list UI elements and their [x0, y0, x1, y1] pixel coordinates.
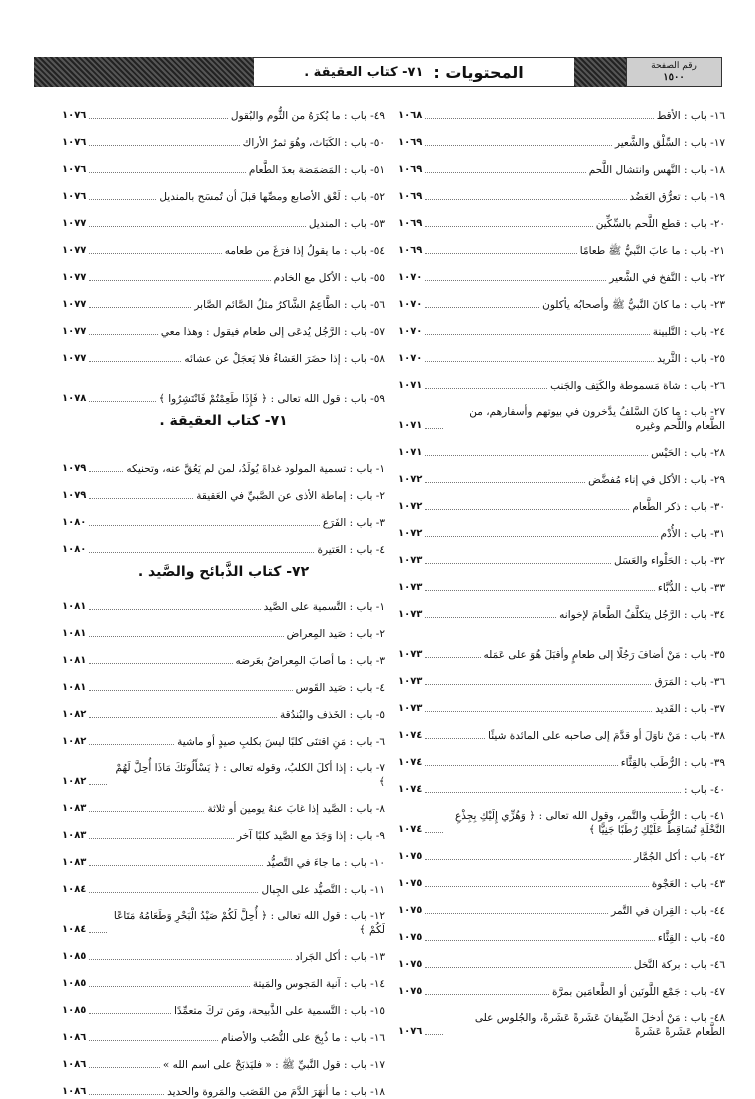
leader-dots — [425, 563, 611, 564]
leader-dots — [425, 832, 443, 833]
toc-entry[interactable] — [62, 150, 385, 177]
header-title-box — [254, 57, 574, 87]
leader-dots — [89, 307, 191, 308]
toc-entry-title: ٣٨- باب : مَنْ ناوَلَ أو قدَّمَ إلى صاحبه على المائدة شيئًا — [488, 730, 725, 742]
leader-dots — [89, 932, 107, 933]
toc-entry-title: ٤- باب : صَيد القَوس — [295, 682, 385, 694]
toc-entry-page: ١٠٧٨ — [62, 393, 87, 404]
toc-entry[interactable] — [62, 204, 385, 231]
toc-entry-title: ٣٠- باب : ذكر الطَّعام — [632, 501, 725, 513]
toc-entry-title: ٤٠- باب : — [683, 784, 725, 796]
page-number-box — [626, 57, 722, 87]
toc-entry-page: ١٠٧٩ — [62, 490, 87, 501]
toc-entry-page: ١٠٨٢ — [62, 736, 87, 747]
leader-dots — [425, 145, 612, 146]
toc-entry[interactable] — [398, 487, 725, 514]
leader-dots — [89, 784, 107, 785]
toc-entry-page: ١٠٧٠ — [398, 326, 423, 337]
toc-entry-page: ١٠٧٧ — [62, 218, 87, 229]
toc-entry[interactable] — [398, 568, 725, 595]
toc-entry-page: ١٠٨١ — [62, 628, 87, 639]
toc-entry[interactable] — [62, 285, 385, 312]
toc-entry[interactable] — [398, 662, 725, 689]
toc-entry-title: ٥٩- باب : قول الله تعالى : ﴿ فَإِذَا طَعِمْتُمْ فَانْتَشِرُوا ﴾ — [158, 393, 385, 405]
toc-entry-page: ١٠٧٤ — [398, 757, 423, 768]
leader-dots — [89, 1013, 171, 1014]
toc-entry-title: ٣٢- باب : الحَلْواء والعَسَل — [614, 555, 725, 567]
leader-dots — [89, 334, 157, 335]
toc-entry-page: ١٠٧٥ — [398, 878, 423, 889]
toc-entry-page: ١٠٨٢ — [62, 709, 87, 720]
toc-entry[interactable] — [62, 937, 385, 964]
toc-entry-title: ٣٤- باب : الرَّجُل يتكلَّفُ الطَّعامَ لإخوانه — [559, 609, 725, 621]
toc-entry[interactable] — [62, 231, 385, 258]
toc-entry[interactable] — [62, 96, 385, 123]
leader-dots — [89, 552, 314, 553]
toc-entry-title: ٩- باب : إذا وَجَدَ مع الصَّيد كلبًا آخر — [236, 830, 385, 842]
leader-dots — [89, 811, 204, 812]
toc-entry[interactable] — [398, 770, 725, 797]
toc-entry-title: ١٦- باب : ما ذُبِحَ على النُّصُب والأصنام — [221, 1032, 385, 1044]
header-bar — [34, 57, 722, 87]
toc-entry-page: ١٠٧٧ — [62, 299, 87, 310]
toc-entry-title: ٥- باب : الخَذف والبُندُقة — [279, 709, 385, 721]
header-subtitle: ٧١- كتاب العقيقة . — [304, 64, 424, 80]
toc-entry-title: ٢٦- باب : شاة مَسموطة والكَتِف والجَنب — [550, 380, 725, 392]
toc-entry[interactable] — [398, 514, 725, 541]
toc-entry-title: ٢- باب : صَيد المِعراض — [286, 628, 385, 640]
toc-entry[interactable] — [398, 285, 725, 312]
toc-group-c — [62, 587, 385, 1099]
toc-entry-title: ١٥- باب : التَّسمية على الذَّبيحة، ومَن تركَ متعمِّدًا — [173, 1005, 385, 1017]
leader-dots — [425, 199, 626, 200]
leader-dots — [89, 986, 249, 987]
header-decoration-right — [574, 57, 626, 87]
toc-entry-title: ٤٢- باب : أكل الجُمَّار — [634, 851, 725, 863]
page-label: رقم الصفحة — [651, 61, 697, 71]
toc-entry[interactable] — [398, 864, 725, 891]
toc-entry[interactable] — [398, 541, 725, 568]
toc-entry-page: ١٠٨٦ — [62, 1086, 87, 1097]
toc-entry-page: ١٠٨٦ — [62, 1032, 87, 1043]
toc-entry-title: ١٨- باب : ما أنهَرَ الدَّمَ من القَصَب والمَروة والحديد — [167, 1086, 385, 1098]
leader-dots — [425, 765, 617, 766]
leader-dots — [425, 455, 648, 456]
toc-entry[interactable] — [398, 716, 725, 743]
page-number: ١٥٠٠ — [663, 72, 685, 83]
leader-dots — [89, 838, 233, 839]
toc-entry[interactable] — [398, 123, 725, 150]
toc-entry[interactable] — [62, 1045, 385, 1072]
leader-dots — [425, 967, 630, 968]
toc-entry[interactable] — [398, 366, 725, 393]
toc-entry-page: ١٠٧٣ — [398, 609, 423, 620]
toc-entry-title: ١٩- باب : تعرُّق العَضُد — [629, 191, 725, 203]
leader-dots — [425, 361, 654, 362]
toc-entry[interactable] — [62, 870, 385, 897]
toc-entry[interactable] — [62, 503, 385, 530]
toc-entry[interactable] — [398, 312, 725, 339]
toc-entry-page: ١٠٧٤ — [398, 824, 423, 835]
toc-entry-page: ١٠٧٥ — [398, 932, 423, 943]
toc-entry-title: ٣٥- باب : مَنْ أضافَ رَجُلًا إلى طعامٍ وأقبَلَ هُوَ على عَمَله — [483, 649, 725, 661]
toc-entry-page: ١٠٧٣ — [398, 555, 423, 566]
toc-entry-page: ١٠٨٠ — [62, 544, 87, 555]
toc-entry-title: ٥٦- باب : الطَّاعِمُ الشَّاكرُ مثلُ الصَّائم الصَّابر — [194, 299, 385, 311]
toc-entry-page: ١٠٨٣ — [62, 803, 87, 814]
toc-entry-page: ١٠٧٧ — [62, 326, 87, 337]
toc-entry-title: ٤٦- باب : بركة النَّخل — [633, 959, 725, 971]
toc-entry-page: ١٠٨٠ — [62, 517, 87, 528]
toc-entry-title: ١٦- باب : الأقط — [656, 110, 725, 122]
toc-entry-title: ٤٩- باب : ما يُكرَهُ من الثُّوم والبُقول — [230, 110, 385, 122]
toc-entry-page: ١٠٨١ — [62, 601, 87, 612]
leader-dots — [89, 525, 319, 526]
toc-entry-page: ١٠٨٦ — [62, 1059, 87, 1070]
toc-entry[interactable] — [62, 1018, 385, 1045]
leader-dots — [425, 590, 655, 591]
toc-entry-title: ٥٢- باب : لَعْق الأصابع ومصِّها قبلَ أن تُمسَح بالمنديل — [159, 191, 385, 203]
leader-dots — [89, 892, 258, 893]
toc-entry-page: ١٠٨٥ — [62, 951, 87, 962]
toc-entry-page: ١٠٨١ — [62, 655, 87, 666]
toc-entry-page: ١٠٧٥ — [398, 851, 423, 862]
toc-entry-title: ٣٣- باب : الدُّبَّاء — [657, 582, 725, 594]
toc-entry-title: ٨- باب : الصَّيد إذا غابَ عنهُ يومين أو ثلاثة — [207, 803, 385, 815]
toc-entry-page: ١٠٦٨ — [398, 110, 423, 121]
leader-dots — [425, 940, 654, 941]
leader-dots — [425, 280, 606, 281]
leader-dots — [89, 636, 283, 637]
toc-entry[interactable] — [62, 816, 385, 843]
leader-dots — [89, 690, 292, 691]
leader-dots — [425, 886, 648, 887]
toc-entry-title: ١٣- باب : أكل الجَراد — [295, 951, 385, 963]
toc-entry[interactable] — [62, 614, 385, 641]
leader-dots — [89, 1040, 218, 1041]
toc-entry-page: ١٠٧٥ — [398, 986, 423, 997]
header-title: المحتويات : — [433, 62, 524, 82]
toc-entry-title: ٣- باب : ما أصابَ المِعراضُ بعَرضه — [235, 655, 385, 667]
toc-entry-page: ١٠٨٤ — [62, 924, 87, 935]
toc-entry-page: ١٠٧٠ — [398, 299, 423, 310]
toc-entry-page: ١٠٧٩ — [62, 463, 87, 474]
toc-entry-page: ١٠٦٩ — [398, 218, 423, 229]
toc-entry-page: ١٠٨٤ — [62, 884, 87, 895]
toc-entry-page: ١٠٧٥ — [398, 959, 423, 970]
toc-entry[interactable] — [62, 339, 385, 366]
toc-entry[interactable] — [62, 476, 385, 503]
toc-entry-title: ٢٧- باب : ما كانَ السَّلفُ يدَّخرون في بيوتهم وأسفارهم، من الطَّعام واللَّحم وغيره — [469, 406, 725, 432]
toc-entry-page: ١٠٧٠ — [398, 353, 423, 364]
toc-entry[interactable] — [62, 749, 385, 789]
toc-entry[interactable] — [398, 595, 725, 622]
toc-entry-title: ٢٥- باب : الثَّريد — [657, 353, 725, 365]
toc-entry-title: ١٧- باب : قول النَّبيِّ ﷺ : « فليَذبَحْ على اسم الله » — [162, 1059, 385, 1071]
leader-dots — [425, 334, 649, 335]
toc-entry-page: ١٠٧٥ — [398, 905, 423, 916]
toc-entry[interactable] — [398, 96, 725, 123]
toc-entry-title: ٥٣- باب : المنديل — [308, 218, 385, 230]
toc-entry-page: ١٠٦٩ — [398, 191, 423, 202]
toc-entry-page: ١٠٨٣ — [62, 830, 87, 841]
leader-dots — [89, 471, 123, 472]
leader-dots — [425, 617, 556, 618]
toc-entry[interactable] — [62, 530, 385, 557]
toc-entry[interactable] — [62, 964, 385, 991]
leader-dots — [425, 1034, 443, 1035]
toc-entry-title: ١٨- باب : النَّهس وانتشال اللَّحم — [588, 164, 725, 176]
toc-entry-title: ٣- باب : الفَرَع — [322, 517, 385, 529]
leader-dots — [89, 865, 263, 866]
toc-entry-title: ٣٦- باب : المَرَق — [654, 676, 725, 688]
leader-dots — [89, 498, 193, 499]
toc-entry[interactable] — [62, 312, 385, 339]
toc-entry[interactable] — [62, 843, 385, 870]
leader-dots — [425, 657, 480, 658]
leader-dots — [425, 307, 539, 308]
toc-entry-page: ١٠٧٤ — [398, 730, 423, 741]
toc-entry[interactable] — [398, 918, 725, 945]
toc-entry-page: ١٠٨١ — [62, 682, 87, 693]
toc-entry-page: ١٠٧٧ — [62, 245, 87, 256]
toc-entry-page: ١٠٧٣ — [398, 649, 423, 660]
leader-dots — [89, 1094, 164, 1095]
toc-entry[interactable] — [62, 789, 385, 816]
toc-entry-title: ١- باب : التَّسمية على الصَّيد — [263, 601, 385, 613]
toc-entry-page: ١٠٧٧ — [62, 272, 87, 283]
toc-entry-title: ٤- باب : العَتيرة — [317, 544, 385, 556]
toc-entry-title: ٥١- باب : المَضمَضة بعدَ الطَّعام — [248, 164, 385, 176]
toc-entry[interactable] — [62, 695, 385, 722]
leader-dots — [89, 401, 155, 402]
toc-entry-title: ٧- باب : إذا أكلَ الكلبُ، وقوله تعالى : ﴿ يَسْأَلُونَكَ مَاذَا أُحِلَّ لَهُمْ ﴾ — [115, 762, 385, 788]
toc-entry[interactable] — [398, 339, 725, 366]
toc-entry-page: ١٠٨٣ — [62, 857, 87, 868]
toc-entry[interactable] — [62, 1072, 385, 1099]
toc-entry[interactable] — [398, 837, 725, 864]
toc-entry[interactable] — [398, 743, 725, 770]
toc-entry-page: ١٠٧٦ — [62, 164, 87, 175]
leader-dots — [425, 684, 651, 685]
toc-entry[interactable] — [62, 587, 385, 614]
toc-entry-title: ١- باب : تسمية المولود غداةَ يُولَدُ، لمن لم يَعُقَّ عنه، وتحنيكه — [126, 463, 385, 475]
toc-entry[interactable] — [62, 668, 385, 695]
toc-entry-page: ١٠٧١ — [398, 420, 423, 431]
leader-dots — [425, 711, 652, 712]
leader-dots — [89, 226, 305, 227]
toc-entry[interactable] — [398, 231, 725, 258]
toc-entry[interactable] — [398, 999, 725, 1039]
toc-entry-title: ٢- باب : إماطة الأذى عن الصَّبيِّ في العَقيقة — [196, 490, 385, 502]
toc-entry[interactable] — [62, 258, 385, 285]
leader-dots — [425, 118, 653, 119]
toc-entry-page: ١٠٦٩ — [398, 164, 423, 175]
toc-entry-title: ٢١- باب : ما عابَ النَّبيُّ ﷺ طعامًا — [579, 245, 725, 257]
toc-entry-title: ٤٧- باب : جَمْع اللَّونَين أو الطَّعامَين بمرَّة — [551, 986, 725, 998]
chapter-heading-72: ٧٢- كتاب الذَّبائح والصَّيد . — [137, 564, 310, 580]
toc-entry[interactable] — [398, 972, 725, 999]
toc-entry-page: ١٠٧٢ — [398, 501, 423, 512]
toc-entry-page: ١٠٧٤ — [398, 784, 423, 795]
leader-dots — [425, 428, 443, 429]
leader-dots — [89, 253, 221, 254]
toc-entry[interactable] — [398, 204, 725, 231]
toc-entry-page: ١٠٧٢ — [398, 474, 423, 485]
leader-dots — [425, 859, 631, 860]
toc-left-column — [62, 96, 385, 1099]
toc-entry-page: ١٠٧٣ — [398, 676, 423, 687]
leader-dots — [425, 253, 576, 254]
toc-entry-title: ١١- باب : التَّصيُّد على الجِبال — [261, 884, 385, 896]
toc-entry-title: ٣١- باب : الأُدْم — [660, 528, 725, 540]
leader-dots — [425, 509, 629, 510]
toc-entry[interactable] — [398, 945, 725, 972]
toc-entry-page: ١٠٦٩ — [398, 137, 423, 148]
toc-entry-page: ١٠٧٦ — [62, 137, 87, 148]
toc-entry[interactable] — [398, 622, 725, 662]
toc-entry[interactable] — [398, 258, 725, 285]
toc-entry[interactable] — [62, 177, 385, 204]
toc-entry[interactable] — [398, 433, 725, 460]
toc-entry-title: ٢٩- باب : الأكل في إناء مُفضَّض — [588, 474, 725, 486]
chapter-heading-71: ٧١- كتاب العقيقة . — [159, 413, 288, 429]
leader-dots — [89, 959, 292, 960]
toc-entry-page: ١٠٧٣ — [398, 582, 423, 593]
toc-entry-title: ٥٧- باب : الرَّجُل يُدعَى إلى طعام فيقول : وهذا معي — [160, 326, 385, 338]
toc-entry-title: ٦- باب : مَنِ اقتنَى كلبًا ليسَ بكلبِ صيدٍ أو ماشية — [177, 736, 385, 748]
toc-entry[interactable] — [62, 366, 385, 406]
toc-entry[interactable] — [62, 436, 385, 476]
toc-entry-title: ٤٤- باب : القِران في التَّمر — [611, 905, 725, 917]
leader-dots — [89, 172, 245, 173]
toc-right-column — [398, 96, 725, 1039]
toc-entry[interactable] — [62, 123, 385, 150]
toc-entry[interactable] — [62, 641, 385, 668]
leader-dots — [425, 913, 608, 914]
toc-entry-title: ٥٤- باب : ما يقولُ إذا فرَغَ من طعامه — [224, 245, 385, 257]
toc-entry-page: ١٠٧٦ — [398, 1026, 423, 1037]
leader-dots — [89, 744, 174, 745]
toc-entry-page: ١٠٧٢ — [398, 528, 423, 539]
toc-entry[interactable] — [398, 689, 725, 716]
toc-entry-title: ٢٢- باب : النَّفخ في الشَّعير — [609, 272, 725, 284]
toc-entry-page: ١٠٧١ — [398, 447, 423, 458]
leader-dots — [89, 145, 239, 146]
toc-entry-title: ٢٤- باب : التَّلبينة — [652, 326, 725, 338]
toc-entry-title: ١٧- باب : السِّلْق والشَّعير — [614, 137, 725, 149]
toc-entry-page: ١٠٧١ — [398, 380, 423, 391]
leader-dots — [425, 226, 592, 227]
toc-entry-page: ١٠٧٦ — [62, 191, 87, 202]
toc-entry[interactable] — [398, 150, 725, 177]
toc-entry[interactable] — [398, 797, 725, 837]
toc-entry[interactable] — [62, 897, 385, 937]
toc-entry-page: ١٠٨٥ — [62, 1005, 87, 1016]
leader-dots — [425, 738, 485, 739]
toc-entry-page: ١٠٨٥ — [62, 978, 87, 989]
toc-entry-page: ١٠٧٧ — [62, 353, 87, 364]
header-decoration-left — [34, 57, 254, 87]
toc-entry-title: ٣٩- باب : الرُّطَب بالقِثَّاء — [620, 757, 725, 769]
toc-entry-title: ٣٧- باب : القَديد — [655, 703, 725, 715]
toc-entry-title: ٤٣- باب : العَجْوة — [651, 878, 725, 890]
leader-dots — [425, 792, 681, 793]
toc-entry-title: ٢٣- باب : ما كانَ النَّبيُّ ﷺ وأصحابُه يأكلون — [542, 299, 725, 311]
toc-entry-page: ١٠٧٣ — [398, 703, 423, 714]
toc-entry-page: ١٠٨٢ — [62, 776, 87, 787]
leader-dots — [89, 663, 232, 664]
leader-dots — [89, 280, 270, 281]
leader-dots — [89, 609, 260, 610]
toc-group-a — [62, 96, 385, 406]
leader-dots — [89, 717, 277, 718]
toc-entry[interactable] — [398, 891, 725, 918]
toc-entry-page: ١٠٦٩ — [398, 245, 423, 256]
toc-entry-page: ١٠٧٦ — [62, 110, 87, 121]
toc-entry[interactable] — [62, 991, 385, 1018]
leader-dots — [89, 118, 227, 119]
leader-dots — [425, 994, 549, 995]
toc-entry-title: ١٢- باب : قول الله تعالى : ﴿ أُحِلَّ لَكُمْ صَيْدُ الْبَحْرِ وَطَعَامُهُ مَتَاعًا لَكُمْ ﴾ — [113, 910, 385, 936]
leader-dots — [425, 536, 657, 537]
toc-entry[interactable] — [398, 460, 725, 487]
leader-dots — [89, 1067, 160, 1068]
toc-entry-title: ٤٥- باب : القِثَّاء — [657, 932, 725, 944]
toc-entry-title: ٥٨- باب : إذا حضَرَ العَشاءُ فلا يَعجَلْ عن عشائه — [184, 353, 385, 365]
leader-dots — [89, 361, 181, 362]
toc-entry[interactable] — [398, 393, 725, 433]
toc-entry-title: ٤١- باب : الرُّطَب والتَّمر، وقول الله تعالى : ﴿ وَهُزِّي إِلَيْكِ بِجِذْعِ النَّخْلَةِ تُسَاقِطْ عَلَيْكِ رُطَبًا جَنِيًّا ﴾ — [454, 810, 725, 836]
leader-dots — [425, 482, 585, 483]
toc-entry-title: ٤٨- باب : مَنْ أدخلَ الضِّيفانَ عَشَرةً عَشَرةً، والجُلوس على الطَّعام عَشَرةً عَشَرةً — [474, 1012, 725, 1038]
toc-entry-page: ١٠٧٠ — [398, 272, 423, 283]
toc-entry-title: ٢٠- باب : قطع اللَّحم بالسِّكِّين — [595, 218, 725, 230]
leader-dots — [425, 172, 585, 173]
toc-group-b — [62, 436, 385, 557]
toc-entry-title: ١٠- باب : ما جاءَ في التَّصيُّد — [266, 857, 385, 869]
leader-dots — [425, 388, 547, 389]
toc-entry-title: ٥٥- باب : الأكل مع الخادم — [273, 272, 385, 284]
toc-entry-title: ١٤- باب : آنية المَجوس والمَيتة — [252, 978, 385, 990]
toc-entry[interactable] — [398, 177, 725, 204]
toc-entry-title: ٥٠- باب : الكَبَاث، وهُوَ ثمرُ الأراك — [242, 137, 385, 149]
toc-entry[interactable] — [62, 722, 385, 749]
toc-entry-title: ٢٨- باب : الحَيْس — [651, 447, 725, 459]
leader-dots — [89, 199, 156, 200]
